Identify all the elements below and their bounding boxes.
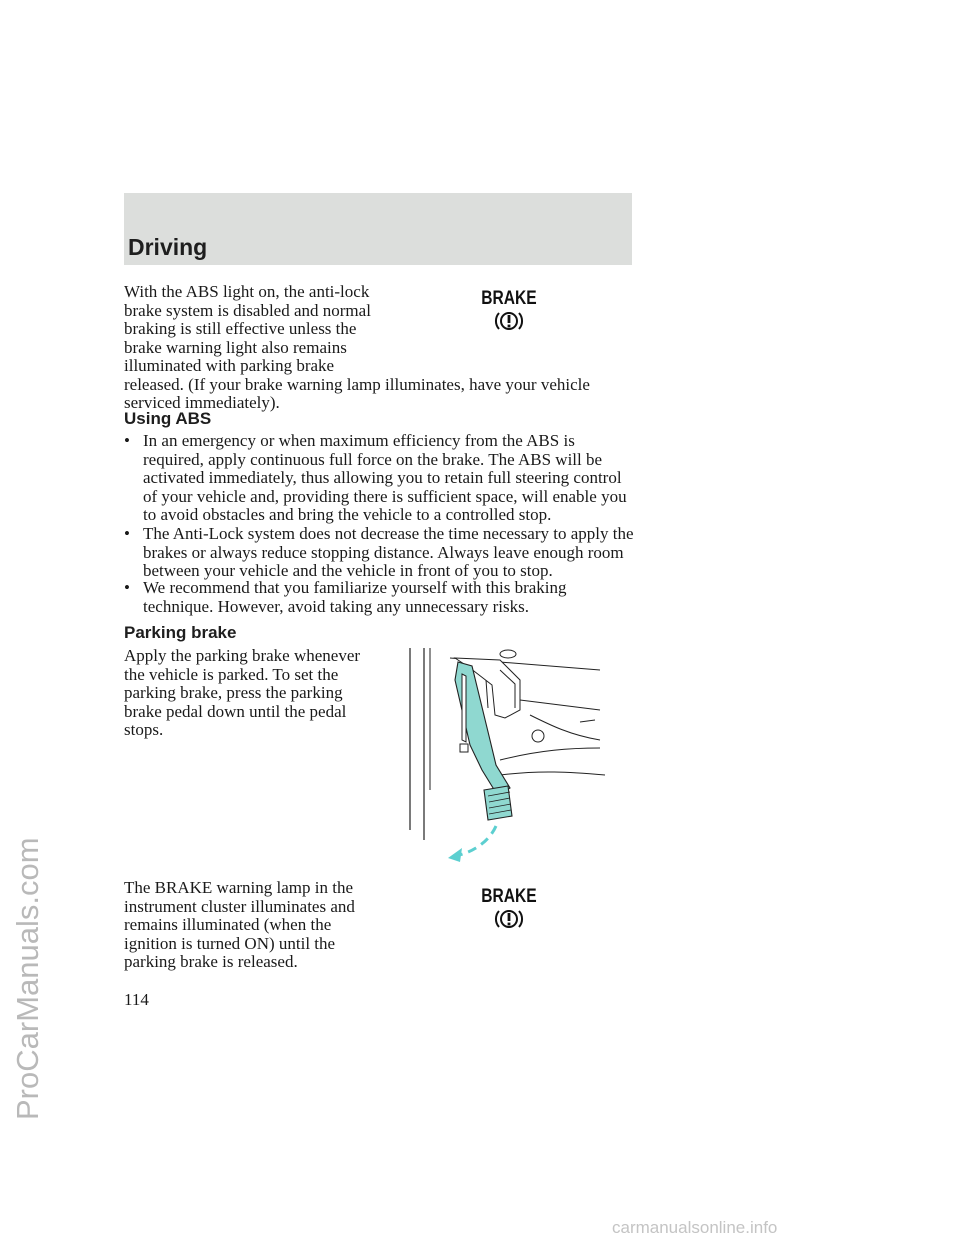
bullet-icon: • (124, 431, 130, 450)
intro-line: serviced immediately). (124, 393, 280, 412)
list-item-text: In an emergency or when maximum efficiency from the ABS is required, apply continuous full force on the brake. The ABS will be activated immediately, thus allowing you to retain full steering control of your vehicle and, providing there is sufficient space, will enable you to avoid obstacles and bring the vehicle to a controlled stop. (143, 431, 627, 524)
paragraph-line: parking brake, press the parking (124, 683, 343, 702)
intro-line: brake system is disabled and normal (124, 300, 371, 320)
intro-line: braking is still effective unless the (124, 319, 357, 338)
list-item-text: The Anti-Lock system does not decrease the time necessary to apply the brakes or always reduce stopping distance. Always leave enough room between your vehicle and the vehicle in front of you to stop. (143, 524, 634, 580)
bullet-icon: • (124, 578, 130, 597)
list-item (124, 432, 636, 525)
brake-lamp-paragraph (124, 879, 414, 972)
intro-line: brake warning light also remains (124, 337, 347, 357)
parking-brake-pedal-illustration (400, 640, 620, 870)
bottom-watermark: carmanualsonline.info (612, 1218, 778, 1237)
intro-line: illuminated with parking brake (124, 356, 335, 375)
section-title: Driving (128, 234, 208, 260)
intro-line: released. (If your brake warning lamp illuminates, have your vehicle (124, 374, 590, 394)
brake-warning-icon (474, 886, 544, 932)
paragraph-line: The BRAKE warning lamp in the (124, 878, 353, 897)
intro-line: With the ABS light on, the anti-lock (124, 282, 370, 301)
parking-brake-heading: Parking brake (124, 623, 237, 642)
using-abs-heading: Using ABS (124, 409, 212, 428)
page-number: 114 (124, 990, 149, 1009)
paragraph-line: Apply the parking brake whenever (124, 646, 361, 665)
intro-paragraph (124, 283, 414, 376)
brake-icon-label: BRAKE (481, 288, 537, 309)
exclamation-circle-icon (494, 908, 524, 930)
side-watermark: ProCarManuals.com (10, 837, 45, 1120)
paragraph-line: parking brake is released. (124, 952, 298, 971)
brake-warning-icon (474, 288, 544, 334)
intro-paragraph-cont (124, 376, 644, 413)
brake-icon-label: BRAKE (481, 886, 537, 907)
paragraph-line: remains illuminated (when the (124, 915, 332, 934)
paragraph-line: brake pedal down until the pedal (124, 701, 347, 721)
list-item (124, 579, 636, 616)
paragraph-line: instrument cluster illuminates and (124, 896, 355, 916)
list-item (124, 525, 636, 581)
paragraph-line: the vehicle is parked. To set the (124, 664, 339, 684)
list-item-text: We recommend that you familiarize yourself with this braking technique. However, avoid taking any unnecessary risks. (143, 578, 567, 616)
bullet-icon: • (124, 524, 130, 543)
paragraph-line: stops. (124, 720, 164, 739)
paragraph-line: ignition is turned ON) until the (124, 933, 336, 953)
exclamation-circle-icon (494, 310, 524, 332)
parking-brake-paragraph (124, 647, 414, 740)
